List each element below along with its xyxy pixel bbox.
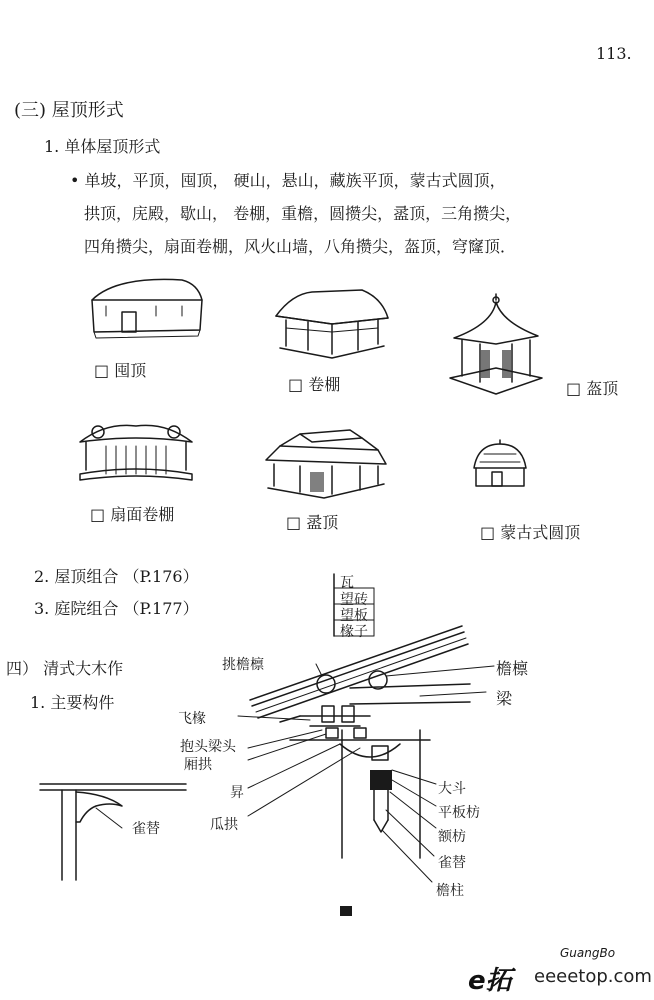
label-liang: 梁 [496, 689, 513, 708]
label-e-fang: 额枋 [438, 829, 466, 845]
watermark-url: eeeetop.com [534, 966, 652, 987]
section3-sub3: 3. 庭院组合 （P.177） [34, 599, 199, 618]
label-shua-tou: 抱头梁头 [180, 739, 236, 755]
label-tiao-yan-heng: 挑檐檩 [222, 657, 264, 673]
section4-heading: 四） 清式大木作 [6, 659, 124, 678]
label-fei-chuan: 飞椽 [178, 711, 206, 727]
label-xiang-gong: 厢拱 [184, 757, 212, 773]
caption-lu-ding: □ 盝顶 [286, 513, 339, 532]
page-number: 113. [596, 44, 632, 63]
roof-list-line2: 拱顶，庑殿，歇山， 卷棚，重檐，圆攒尖，盝顶，三角攒尖， [84, 204, 522, 223]
label-ping-ban-fang: 平板枋 [438, 805, 480, 821]
label-que-ti-left: 雀替 [132, 821, 160, 837]
roof-list-line1: • 单坡，平顶，囤顶， 硬山，悬山，藏族平顶，蒙古式圆顶， [70, 171, 506, 190]
sketch-lu-ding [260, 424, 390, 500]
caption-kui-ding: □ 盔顶 [566, 379, 619, 398]
sketch-kui-ding [446, 290, 546, 400]
roof-layer-1: 瓦 [340, 575, 354, 591]
sketch-shan-mian-juan-peng [76, 420, 196, 486]
caption-meng-gu-yuan-ding: □ 蒙古式圆顶 [480, 523, 581, 542]
roof-list-line3: 四角攒尖，扇面卷棚，风火山墙，八角攒尖，盔顶，穹窿顶． [84, 237, 517, 256]
sketch-tun-ding [86, 272, 206, 342]
roof-layer-4: 椽子 [340, 624, 368, 640]
section3-heading: (三) 屋顶形式 [14, 100, 124, 121]
small-mark [338, 904, 354, 920]
sketch-juan-peng [272, 284, 392, 362]
caption-tun-ding: □ 囤顶 [94, 361, 147, 380]
sketch-meng-gu-yuan-ding [470, 438, 530, 494]
roof-layer-3: 望板 [340, 608, 368, 624]
signature: GuangBo [560, 946, 616, 960]
label-sheng: 昇 [230, 785, 244, 801]
watermark-logo [468, 960, 652, 996]
section4-sub1: 1. 主要构件 [30, 693, 115, 712]
roof-layer-2: 望砖 [340, 592, 368, 608]
label-yan-zhu: 檐柱 [436, 883, 464, 899]
label-yan-lin: 檐檩 [496, 659, 529, 678]
label-gua-gong: 瓜拱 [210, 817, 238, 833]
watermark-logo-mark: e拓 [468, 966, 512, 996]
section3-sub1: 1. 单体屋顶形式 [44, 137, 161, 156]
section3-sub2: 2. 屋顶组合 （P.176） [34, 567, 199, 586]
caption-shan-mian-juan-peng: □ 扇面卷棚 [90, 505, 175, 524]
label-que-ti-right: 雀替 [438, 855, 466, 871]
caption-juan-peng: □ 卷棚 [288, 375, 341, 394]
label-da-dou: 大斗 [438, 781, 466, 797]
que-ti-side-sketch [36, 762, 196, 882]
